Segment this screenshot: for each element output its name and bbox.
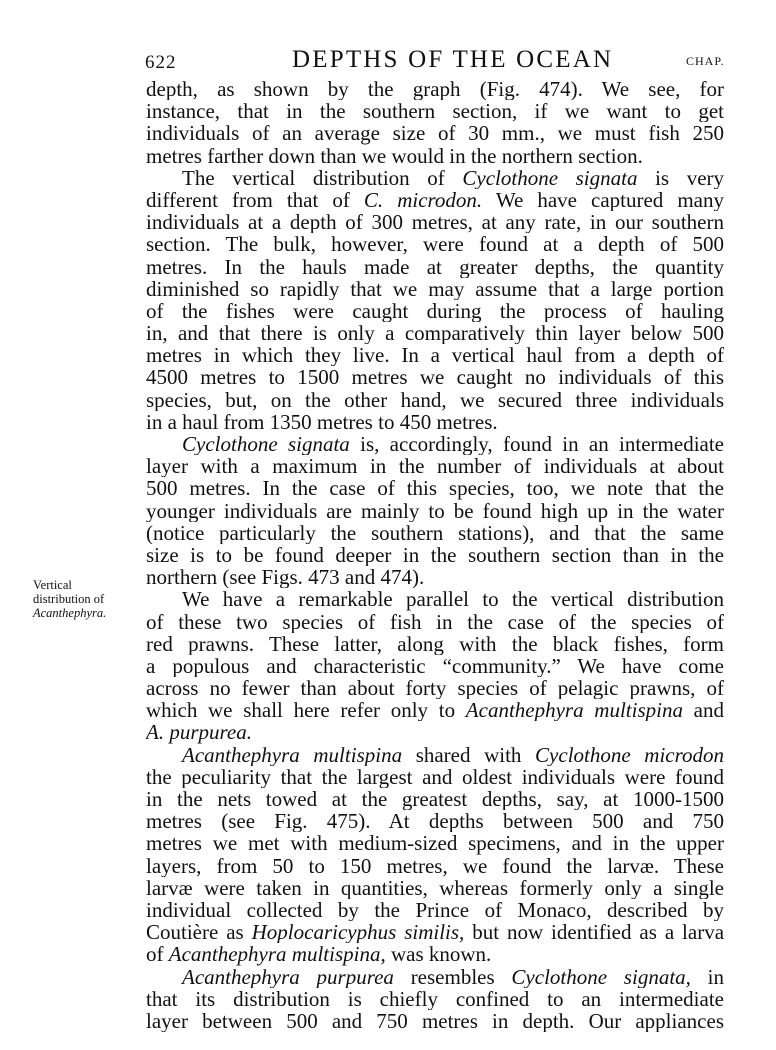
text-line: metres (see Fig. 475). At depths between 500 and 750 xyxy=(146,810,724,833)
text-line: (notice particularly the southern stations), and that the same xyxy=(146,521,724,544)
text-line: metres we met with medium-sized specimens, and in the upper xyxy=(146,832,724,855)
text-line: of the fishes were caught during the process of hauling xyxy=(146,299,724,323)
text-line: red prawns. These latter, along with the black fishes, form xyxy=(146,632,724,655)
text-line: of these two species of fish in the case of the species of xyxy=(146,610,724,633)
text-line: depth, as shown by the graph (Fig. 474). We see, for xyxy=(146,78,724,101)
chapter-abbreviation: CHAP. xyxy=(686,54,725,68)
text-run: is very xyxy=(655,166,724,189)
text-line: species, but, on the other hand, we secured three individuals xyxy=(146,388,724,411)
text-line xyxy=(146,921,724,943)
text-line: individuals of an average size of 30 mm., we must fish 250 xyxy=(146,122,724,145)
margin-note-line: Vertical xyxy=(33,578,72,592)
text-run: and xyxy=(693,699,724,722)
text-run: The vertical distribution of xyxy=(182,166,445,189)
text-line: 4500 metres to 1500 metres we caught no individuals of this xyxy=(146,366,724,389)
text-line: 500 metres. In the case of this species, too, we note that the xyxy=(146,477,724,500)
text-line: younger individuals are mainly to be found high up in the water xyxy=(146,499,724,522)
text-line: We have a remarkable parallel to the vertical distribution xyxy=(182,588,724,611)
text-line: northern (see Figs. 473 and 474). xyxy=(146,566,425,589)
species-name: Cyclothone signata, xyxy=(511,965,691,988)
text-line: diminished so rapidly that we may assume that a large portion xyxy=(146,277,724,300)
text-line xyxy=(146,189,724,211)
text-line xyxy=(146,433,724,455)
text-line: the peculiarity that the largest and oldest individuals were found xyxy=(146,765,724,788)
text-run: resembles xyxy=(410,965,495,988)
text-line: layer with a maximum in the number of individuals at about xyxy=(146,455,724,478)
text-line xyxy=(146,167,724,189)
margin-note-line: Acanthephyra. xyxy=(33,606,107,620)
text-line xyxy=(146,966,724,988)
text-line: in, and that there is only a comparatively thin layer below 500 xyxy=(146,322,724,345)
text-run: in xyxy=(707,965,724,988)
species-name: C. microdon. xyxy=(363,188,483,212)
text-line: metres. In the hauls made at greater depths, the quantity xyxy=(146,255,724,278)
species-name: Cyclothone microdon xyxy=(535,743,724,766)
text-run: of xyxy=(146,943,164,966)
text-run: We have captured many xyxy=(495,188,724,212)
text-run: different from that of xyxy=(146,188,350,212)
body-text xyxy=(146,78,724,1032)
text-line: that its distribution is chiefly confined to an intermediate xyxy=(146,987,724,1010)
text-line: larvæ were taken in quantities, whereas formerly only a single xyxy=(146,876,724,899)
margin-note-line: distribution of xyxy=(33,592,105,606)
text-line xyxy=(146,943,724,965)
text-line: metres in which they live. In a vertical haul from a depth of xyxy=(146,344,724,367)
text-line: individuals at a depth of 300 metres, at any rate, in our southern xyxy=(146,211,724,234)
text-line: layers, from 50 to 150 metres, we found the larvæ. These xyxy=(146,854,724,877)
text-line: metres farther down than we would in the northern section. xyxy=(146,144,643,167)
text-run: which we shall here refer only to xyxy=(146,699,456,722)
species-name: Cyclothone signata xyxy=(462,166,638,189)
species-name: Acanthephyra multispina xyxy=(182,743,403,766)
species-name: Acanthephyra purpurea xyxy=(182,965,394,988)
text-line: a populous and characteristic “community.” We have come xyxy=(146,654,724,678)
text-line: in a haul from 1350 metres to 450 metres. xyxy=(146,410,498,433)
text-run: is, accordingly, found in an intermediate xyxy=(360,433,724,456)
text-run: shared with xyxy=(415,743,522,766)
text-line: section. The bulk, however, were found at a depth of 500 xyxy=(146,233,724,256)
margin-note xyxy=(33,578,143,620)
species-name: Acanthephyra multispina, xyxy=(168,943,386,966)
text-run: Coutière as xyxy=(146,921,244,944)
text-run: but now identified as a larva xyxy=(472,921,724,944)
text-line xyxy=(146,744,724,766)
page-number: 622 xyxy=(145,52,177,73)
text-line: instance, that in the southern section, if we want to get xyxy=(146,100,724,123)
text-line: layer between 500 and 750 metres in depth. Our appliances xyxy=(146,1009,724,1033)
running-title: DEPTHS OF THE OCEAN xyxy=(292,46,614,73)
running-head xyxy=(0,44,776,78)
text-run: was known. xyxy=(390,943,492,966)
text-line: individual collected by the Prince of Monaco, described by xyxy=(146,898,724,922)
species-name: Cyclothone signata xyxy=(182,433,350,456)
species-name: Hoplocaricyphus similis, xyxy=(251,921,465,944)
text-line xyxy=(146,699,724,721)
text-line: A. purpurea. xyxy=(146,721,252,744)
text-line: across no fewer than about forty species of pelagic prawns, of xyxy=(146,677,724,700)
text-line: in the nets towed at the greatest depths, say, at 1000-1500 xyxy=(146,788,724,811)
text-line: size is to be found deeper in the southern section than in the xyxy=(146,543,724,567)
species-name: Acanthephyra multispina xyxy=(465,699,683,722)
